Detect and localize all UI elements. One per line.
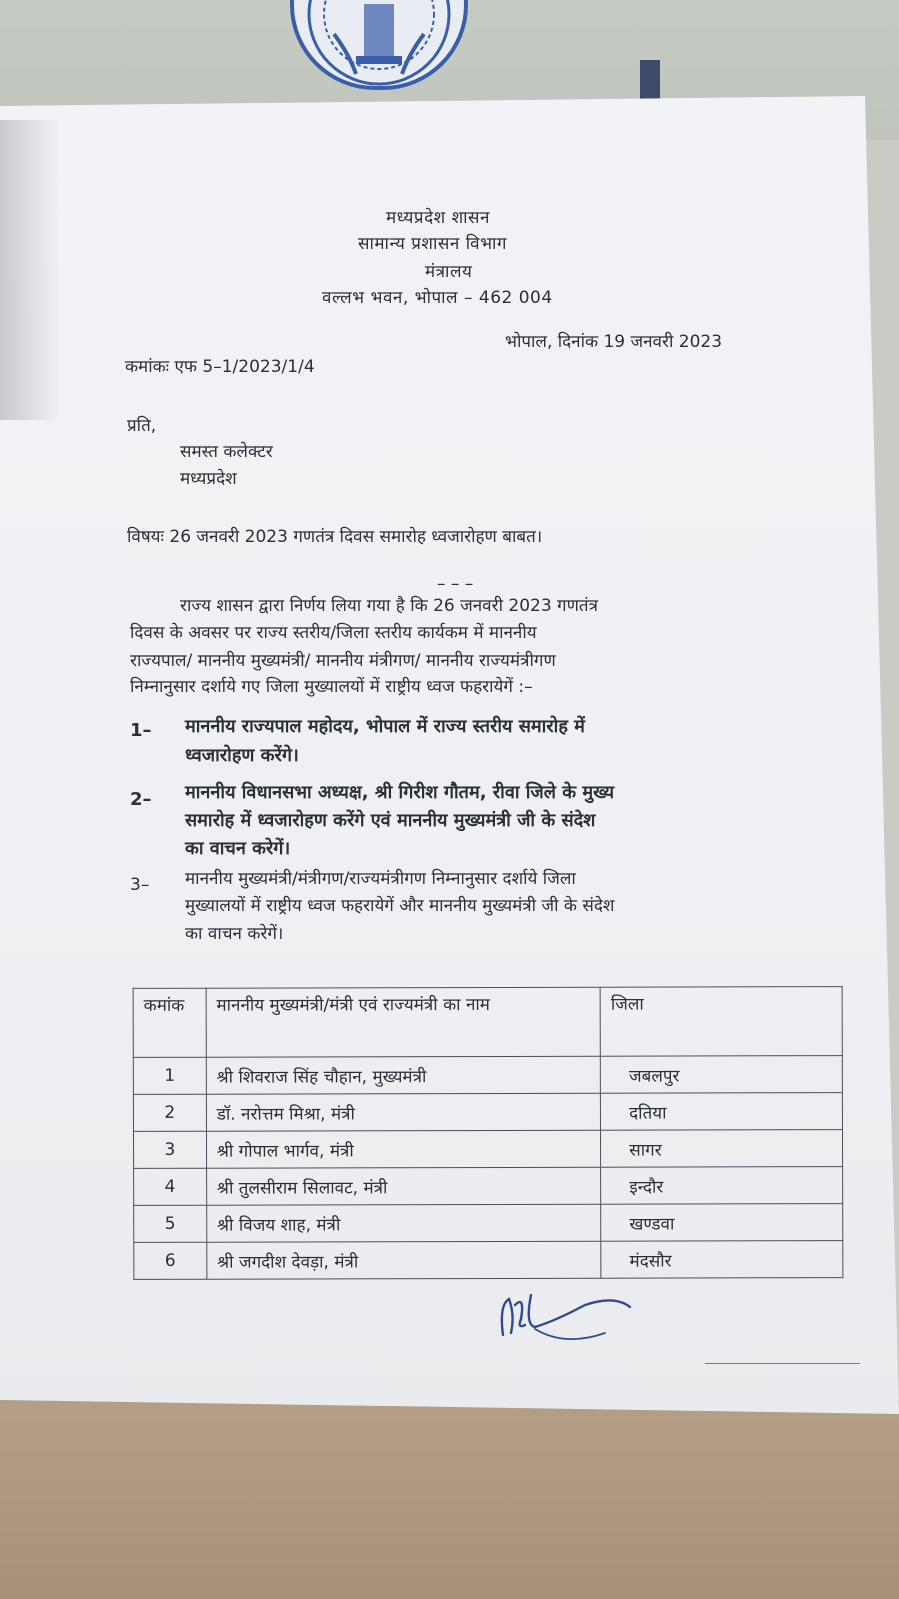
- table-row: [133, 1056, 842, 1095]
- point-1-number: 1–: [130, 720, 152, 741]
- footer-rule: [705, 1363, 860, 1364]
- header-line-2: सामान्य प्रशासन विभाग: [358, 234, 507, 254]
- ministers-district-table: [133, 986, 844, 1280]
- col-header-district: जिला: [600, 987, 842, 1057]
- table-row: [133, 1093, 842, 1132]
- header-line-3: मंत्रालय: [425, 262, 473, 282]
- page-shadow: [0, 120, 60, 420]
- row-district: दतिया: [601, 1093, 843, 1131]
- row-serial: 3: [133, 1131, 206, 1168]
- row-name: श्री शिवराज सिंह चौहान, मुख्यमंत्री: [206, 1056, 601, 1094]
- to-line-2: मध्यप्रदेश: [180, 469, 237, 489]
- body-line-4: निम्नानुसार दर्शाये गए जिला मुख्यालयों में राष्ट्रीय ध्वज फहरायेगें :–: [130, 677, 533, 697]
- row-name: श्री तुलसीराम सिलावट, मंत्री: [206, 1167, 601, 1205]
- row-serial: 2: [133, 1094, 206, 1131]
- row-district: मंदसौर: [601, 1241, 843, 1279]
- point-2-line-1: माननीय विधानसभा अध्यक्ष, श्री गिरीश गौतम, रीवा जिले के मुख्य: [185, 782, 615, 803]
- body-line-2: दिवस के अवसर पर राज्य स्तरीय/जिला स्तरीय कार्यकम में माननीय: [130, 623, 537, 643]
- row-serial: 5: [134, 1205, 207, 1242]
- table-header-row: [133, 987, 842, 1058]
- subject-line: विषयः 26 जनवरी 2023 गणतंत्र दिवस समारोह ध्वजारोहण बाबत।: [127, 527, 543, 547]
- row-district: सागर: [601, 1130, 843, 1168]
- table-row: [134, 1167, 843, 1206]
- row-district: जबलपुर: [600, 1056, 842, 1094]
- point-2-number: 2–: [130, 789, 152, 810]
- point-1-line-1: माननीय राज्यपाल महोदय, भोपाल में राज्य स्तरीय समारोह में: [185, 716, 585, 737]
- row-district: खण्डवा: [601, 1204, 843, 1242]
- col-header-name: माननीय मुख्यमंत्री/मंत्री एवं राज्यमंत्री का नाम: [206, 987, 601, 1057]
- point-2-line-2: समारोह में ध्वजारोहण करेंगे एवं माननीय मुख्यमंत्री जी के संदेश: [185, 810, 596, 831]
- header-line-4: वल्लभ भवन, भोपाल – 462 004: [322, 288, 553, 308]
- row-name: श्री गोपाल भार्गव, मंत्री: [206, 1130, 601, 1168]
- table-row: [133, 1130, 842, 1169]
- table-row: [134, 1241, 843, 1280]
- col-header-serial: कमांक: [133, 988, 206, 1057]
- row-serial: 6: [134, 1242, 207, 1279]
- to-label: प्रति,: [127, 416, 157, 436]
- to-line-1: समस्त कलेक्टर: [180, 442, 273, 462]
- point-3-line-2: मुख्यालयों में राष्ट्रीय ध्वज फहरायेगें और माननीय मुख्यमंत्री जी के संदेश: [185, 896, 615, 916]
- row-name: श्री जगदीश देवड़ा, मंत्री: [207, 1241, 602, 1279]
- separator: – – –: [437, 574, 474, 594]
- point-3-line-1: माननीय मुख्यमंत्री/मंत्रीगण/राज्यमंत्रीगण निम्नानुसार दर्शाये जिला: [185, 869, 576, 889]
- reference-number: कमांकः एफ 5–1/2023/1/4: [125, 357, 315, 377]
- body-line-1: राज्य शासन द्वारा निर्णय लिया गया है कि 26 जनवरी 2023 गणतंत्र: [180, 596, 598, 616]
- row-district: इन्दौर: [601, 1167, 843, 1205]
- body-line-3: राज्यपाल/ माननीय मुख्यमंत्री/ माननीय मंत्रीगण/ माननीय राज्यमंत्रीगण: [130, 651, 556, 671]
- row-name: श्री विजय शाह, मंत्री: [206, 1204, 601, 1242]
- table-row: [134, 1204, 843, 1243]
- point-2-line-3: का वाचन करेगें।: [185, 838, 291, 859]
- header-line-1: मध्यप्रदेश शासन: [386, 208, 490, 228]
- row-serial: 1: [133, 1057, 206, 1094]
- point-3-line-3: का वाचन करेगें।: [185, 924, 284, 944]
- wall-tab: [640, 60, 660, 100]
- floor-background: [0, 1400, 899, 1599]
- point-1-line-2: ध्वजारोहण करेंगे।: [185, 745, 299, 766]
- handwritten-signature-icon: [495, 1285, 645, 1359]
- letter-date: भोपाल, दिनांक 19 जनवरी 2023: [505, 332, 723, 352]
- row-name: डॉ. नरोत्तम मिश्रा, मंत्री: [206, 1093, 601, 1131]
- row-serial: 4: [134, 1168, 207, 1205]
- point-3-number: 3–: [130, 875, 150, 895]
